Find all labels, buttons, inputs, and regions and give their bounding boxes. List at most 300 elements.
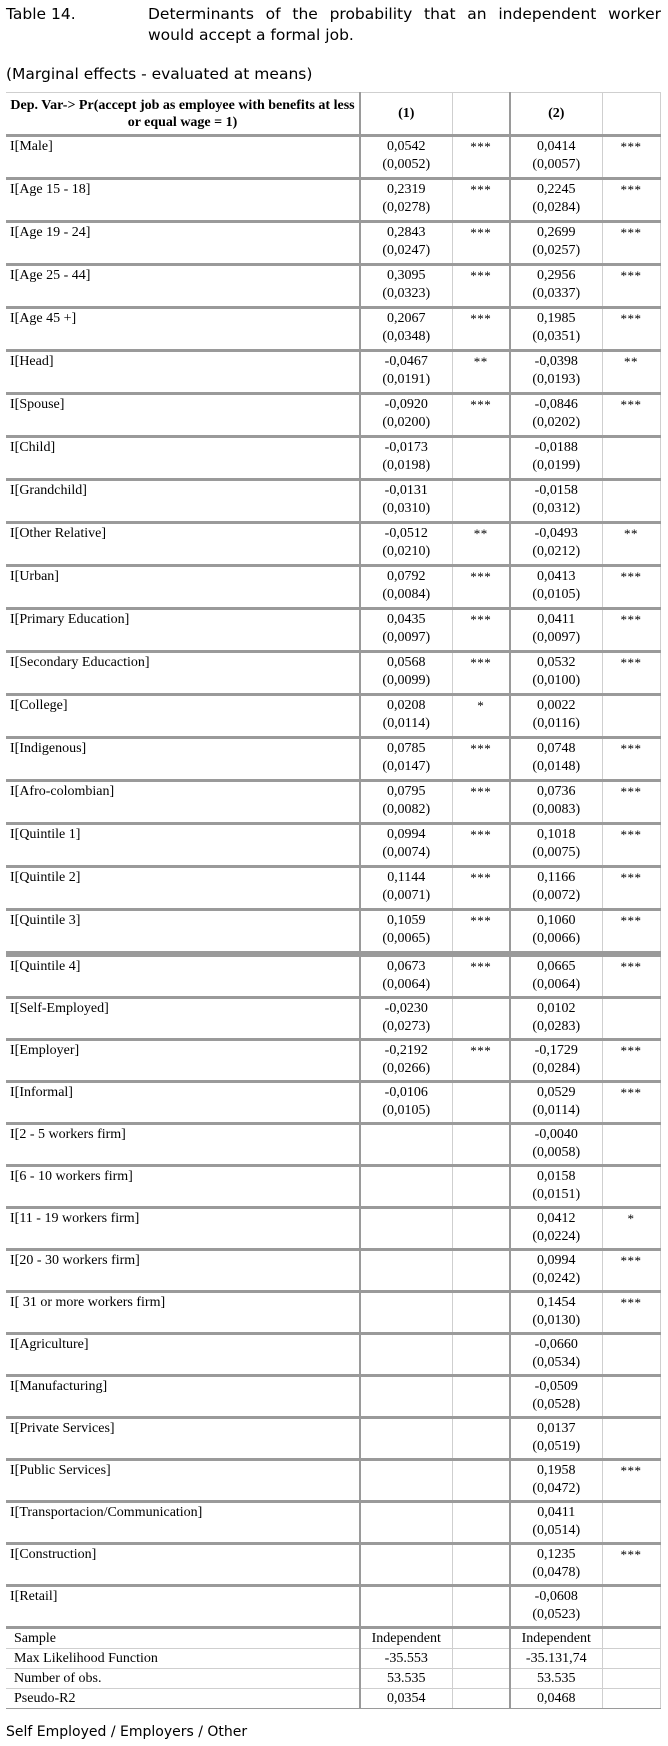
significance-2: *** bbox=[620, 268, 642, 283]
std-error-2: (0,0072) bbox=[532, 888, 581, 903]
std-error-2: (0,0519) bbox=[532, 1439, 581, 1454]
coef-2-cell bbox=[510, 308, 602, 351]
coefficient-2: 0,0532 bbox=[537, 655, 576, 670]
coefficient-2: 0,0102 bbox=[537, 1001, 576, 1016]
table-row bbox=[6, 1292, 660, 1334]
variable-cell bbox=[6, 1208, 360, 1250]
table-row bbox=[6, 351, 660, 394]
coefficient-2: 0,1235 bbox=[537, 1547, 576, 1562]
coef-1-cell bbox=[360, 954, 452, 998]
stars-2-cell bbox=[602, 1250, 660, 1292]
stars-1-cell bbox=[452, 954, 510, 998]
stars-1-cell bbox=[452, 609, 510, 652]
coef-2-cell bbox=[510, 394, 602, 437]
coefficient-2: -0,0158 bbox=[534, 483, 578, 498]
coef-2-cell bbox=[510, 1208, 602, 1250]
std-error-1: (0,0210) bbox=[382, 544, 431, 559]
significance-2: *** bbox=[620, 870, 642, 885]
std-error-1: (0,0065) bbox=[382, 931, 431, 946]
significance-2: *** bbox=[620, 139, 642, 154]
significance-1: *** bbox=[470, 959, 492, 974]
coefficient-2: -0,0846 bbox=[534, 397, 578, 412]
table-row bbox=[6, 1544, 660, 1586]
std-error-2: (0,0284) bbox=[532, 1061, 581, 1076]
std-error-1: (0,0273) bbox=[382, 1019, 431, 1034]
stars-2-cell bbox=[602, 609, 660, 652]
variable-name: I[6 - 10 workers firm] bbox=[10, 1169, 133, 1184]
stat-value-2: 53.535 bbox=[537, 1671, 576, 1686]
variable-name: I[Transportacion/Communication] bbox=[10, 1505, 203, 1520]
variable-cell bbox=[6, 1544, 360, 1586]
stars-2-cell bbox=[602, 1124, 660, 1166]
table-row bbox=[6, 1040, 660, 1082]
std-error-2: (0,0105) bbox=[532, 587, 581, 602]
stat-2-cell bbox=[510, 1628, 602, 1649]
coef-2-cell bbox=[510, 136, 602, 179]
stat-value-2: 0,0468 bbox=[537, 1691, 576, 1706]
variable-name: I[Secondary Educaction] bbox=[10, 655, 150, 670]
stars-1-cell bbox=[452, 781, 510, 824]
coef-1-cell bbox=[360, 1082, 452, 1124]
std-error-1: (0,0074) bbox=[382, 845, 431, 860]
std-error-2: (0,0534) bbox=[532, 1355, 581, 1370]
stars-2-cell bbox=[602, 1376, 660, 1418]
coef-1-cell bbox=[360, 308, 452, 351]
stars-1-cell bbox=[452, 998, 510, 1040]
stars-2-cell bbox=[602, 308, 660, 351]
variable-cell bbox=[6, 1460, 360, 1502]
std-error-1: (0,0084) bbox=[382, 587, 431, 602]
variable-cell bbox=[6, 222, 360, 265]
coefficient-1: 0,2067 bbox=[387, 311, 426, 326]
table-row bbox=[6, 1208, 660, 1250]
stars-1-cell bbox=[452, 351, 510, 394]
variable-name: I[Public Services] bbox=[10, 1463, 111, 1478]
variable-cell bbox=[6, 781, 360, 824]
std-error-1: (0,0310) bbox=[382, 501, 431, 516]
stars-2-cell bbox=[602, 1334, 660, 1376]
variable-cell bbox=[6, 1292, 360, 1334]
stat-value-1: 0,0354 bbox=[387, 1691, 426, 1706]
table-body bbox=[6, 136, 660, 1709]
std-error-2: (0,0202) bbox=[532, 415, 581, 430]
variable-name: I[Male] bbox=[10, 139, 53, 154]
variable-cell bbox=[6, 1250, 360, 1292]
coefficient-2: 0,1985 bbox=[537, 311, 576, 326]
coef-2-cell bbox=[510, 222, 602, 265]
coef-1-cell bbox=[360, 738, 452, 781]
stat-1-blank bbox=[452, 1689, 510, 1709]
std-error-2: (0,0472) bbox=[532, 1481, 581, 1496]
stars-1-cell bbox=[452, 1082, 510, 1124]
significance-2: *** bbox=[620, 741, 642, 756]
table-row bbox=[6, 566, 660, 609]
coef-1-cell bbox=[360, 867, 452, 910]
coefficient-2: 0,2245 bbox=[537, 182, 576, 197]
significance-2: *** bbox=[620, 913, 642, 928]
std-error-2: (0,0083) bbox=[532, 802, 581, 817]
stars-1-cell bbox=[452, 738, 510, 781]
variable-cell bbox=[6, 867, 360, 910]
stars-2-cell bbox=[602, 222, 660, 265]
stars-2-cell bbox=[602, 1208, 660, 1250]
variable-name: I[Spouse] bbox=[10, 397, 65, 412]
coef-2-cell bbox=[510, 609, 602, 652]
coef-2-cell bbox=[510, 265, 602, 308]
stat-1-cell bbox=[360, 1649, 452, 1669]
table-row bbox=[6, 954, 660, 998]
coefficient-2: 0,0158 bbox=[537, 1169, 576, 1184]
variable-cell bbox=[6, 1040, 360, 1082]
stat-1-blank bbox=[452, 1669, 510, 1689]
variable-cell bbox=[6, 179, 360, 222]
coefficient-1: 0,0792 bbox=[387, 569, 426, 584]
coefficient-1: 0,0435 bbox=[387, 612, 426, 627]
coefficient-2: 0,0022 bbox=[537, 698, 576, 713]
coef-2-cell bbox=[510, 910, 602, 955]
table-row bbox=[6, 867, 660, 910]
stars-1-cell bbox=[452, 910, 510, 955]
std-error-2: (0,0114) bbox=[532, 1103, 580, 1118]
table-row bbox=[6, 1586, 660, 1628]
coef-1-cell bbox=[360, 910, 452, 955]
variable-name: I[ 31 or more workers firm] bbox=[10, 1295, 166, 1310]
variable-cell bbox=[6, 910, 360, 955]
stat-value-2: Independent bbox=[521, 1631, 591, 1646]
stars-2-cell bbox=[602, 652, 660, 695]
significance-2: *** bbox=[620, 612, 642, 627]
stat-2-blank bbox=[602, 1669, 660, 1689]
stars-1-cell bbox=[452, 652, 510, 695]
std-error-2: (0,0523) bbox=[532, 1607, 581, 1622]
coefficient-1: -0,0131 bbox=[384, 483, 428, 498]
coef-1-cell bbox=[360, 1502, 452, 1544]
coef-1-cell bbox=[360, 1376, 452, 1418]
coefficient-1: 0,0795 bbox=[387, 784, 426, 799]
coef-2-cell bbox=[510, 1586, 602, 1628]
significance-2: ** bbox=[624, 526, 638, 541]
variable-cell bbox=[6, 1376, 360, 1418]
significance-1: *** bbox=[470, 612, 492, 627]
table-row bbox=[6, 222, 660, 265]
table-row bbox=[6, 695, 660, 738]
stars-1-cell bbox=[452, 1418, 510, 1460]
variable-name: I[Head] bbox=[10, 354, 54, 369]
coef-2-cell bbox=[510, 351, 602, 394]
coefficient-2: -0,0660 bbox=[534, 1337, 578, 1352]
coef-2-cell bbox=[510, 781, 602, 824]
variable-cell bbox=[6, 308, 360, 351]
coef-2-cell bbox=[510, 523, 602, 566]
table-row bbox=[6, 1124, 660, 1166]
stars-1-cell bbox=[452, 308, 510, 351]
coef-1-cell bbox=[360, 1460, 452, 1502]
std-error-2: (0,0478) bbox=[532, 1565, 581, 1580]
coefficient-2: -0,0398 bbox=[534, 354, 578, 369]
table-row bbox=[6, 998, 660, 1040]
coef-1-cell bbox=[360, 781, 452, 824]
table-row bbox=[6, 394, 660, 437]
stat-2-cell bbox=[510, 1669, 602, 1689]
stars-2-cell bbox=[602, 1166, 660, 1208]
stat-2-cell bbox=[510, 1649, 602, 1669]
coefficient-2: 0,0413 bbox=[537, 569, 576, 584]
coefficient-2: 0,0529 bbox=[537, 1085, 576, 1100]
variable-name: I[Self-Employed] bbox=[10, 1001, 109, 1016]
std-error-2: (0,0337) bbox=[532, 286, 581, 301]
significance-1: *** bbox=[470, 311, 492, 326]
significance-2: *** bbox=[620, 1253, 642, 1268]
column-2-stars-header bbox=[602, 93, 660, 136]
significance-2: *** bbox=[620, 784, 642, 799]
coefficient-1: 0,0994 bbox=[387, 827, 426, 842]
variable-name: I[Employer] bbox=[10, 1043, 80, 1058]
coef-2-cell bbox=[510, 695, 602, 738]
stars-2-cell bbox=[602, 566, 660, 609]
coef-1-cell bbox=[360, 480, 452, 523]
variable-name: I[Private Services] bbox=[10, 1421, 115, 1436]
stars-2-cell bbox=[602, 695, 660, 738]
variable-cell bbox=[6, 566, 360, 609]
variable-name: I[Agriculture] bbox=[10, 1337, 89, 1352]
coef-1-cell bbox=[360, 222, 452, 265]
variable-name: I[Informal] bbox=[10, 1085, 73, 1100]
variable-name: I[Age 15 - 18] bbox=[10, 182, 91, 197]
stars-2-cell bbox=[602, 998, 660, 1040]
coef-2-cell bbox=[510, 1292, 602, 1334]
variable-cell bbox=[6, 998, 360, 1040]
coef-2-cell bbox=[510, 1082, 602, 1124]
coefficient-2: 0,0411 bbox=[537, 1505, 576, 1520]
significance-2: *** bbox=[620, 397, 642, 412]
table-subtitle: (Marginal effects - evaluated at means) bbox=[6, 65, 313, 83]
variable-name: I[Indigenous] bbox=[10, 741, 87, 756]
variable-cell bbox=[6, 1586, 360, 1628]
significance-1: *** bbox=[470, 182, 492, 197]
coefficient-1: -0,0173 bbox=[384, 440, 428, 455]
coefficient-2: 0,1018 bbox=[537, 827, 576, 842]
stars-1-cell bbox=[452, 1250, 510, 1292]
stat-2-blank bbox=[602, 1689, 660, 1709]
std-error-2: (0,0351) bbox=[532, 329, 581, 344]
table-row bbox=[6, 910, 660, 955]
coefficient-2: 0,1958 bbox=[537, 1463, 576, 1478]
stars-2-cell bbox=[602, 179, 660, 222]
variable-name: I[Quintile 1] bbox=[10, 827, 81, 842]
stars-1-cell bbox=[452, 523, 510, 566]
table-row bbox=[6, 1460, 660, 1502]
std-error-2: (0,0514) bbox=[532, 1523, 581, 1538]
table-row bbox=[6, 738, 660, 781]
stars-2-cell bbox=[602, 1292, 660, 1334]
variable-name: I[2 - 5 workers firm] bbox=[10, 1127, 126, 1142]
std-error-1: (0,0191) bbox=[382, 372, 431, 387]
variable-cell bbox=[6, 824, 360, 867]
significance-1: ** bbox=[473, 354, 488, 369]
std-error-2: (0,0151) bbox=[532, 1187, 581, 1202]
coef-2-cell bbox=[510, 867, 602, 910]
std-error-2: (0,0075) bbox=[532, 845, 581, 860]
std-error-1: (0,0198) bbox=[382, 458, 431, 473]
table-row bbox=[6, 609, 660, 652]
stars-2-cell bbox=[602, 781, 660, 824]
variable-name: I[Afro-colombian] bbox=[10, 784, 115, 799]
variable-name: I[College] bbox=[10, 698, 68, 713]
stat-value-1: -35.553 bbox=[384, 1651, 428, 1666]
stat-2-blank bbox=[602, 1649, 660, 1669]
variable-name: I[Age 25 - 44] bbox=[10, 268, 91, 283]
coef-1-cell bbox=[360, 609, 452, 652]
stars-1-cell bbox=[452, 394, 510, 437]
variable-cell bbox=[6, 695, 360, 738]
std-error-2: (0,0066) bbox=[532, 931, 581, 946]
coef-1-cell bbox=[360, 998, 452, 1040]
stars-1-cell bbox=[452, 179, 510, 222]
significance-1: *** bbox=[470, 268, 492, 283]
variable-cell bbox=[6, 652, 360, 695]
variable-cell bbox=[6, 1334, 360, 1376]
coef-2-cell bbox=[510, 1376, 602, 1418]
coef-2-cell bbox=[510, 179, 602, 222]
stat-label: Number of obs. bbox=[14, 1671, 102, 1686]
stars-2-cell bbox=[602, 480, 660, 523]
coefficient-2: 0,0736 bbox=[537, 784, 576, 799]
coef-2-cell bbox=[510, 824, 602, 867]
coefficient-1: 0,0673 bbox=[387, 959, 426, 974]
stars-2-cell bbox=[602, 910, 660, 955]
std-error-1: (0,0071) bbox=[382, 888, 431, 903]
coefficient-2: -0,0040 bbox=[534, 1127, 578, 1142]
coef-2-cell bbox=[510, 738, 602, 781]
stat-value-1: Independent bbox=[371, 1631, 441, 1646]
std-error-2: (0,0130) bbox=[532, 1313, 581, 1328]
stat-value-1: 53.535 bbox=[387, 1671, 426, 1686]
std-error-1: (0,0105) bbox=[382, 1103, 431, 1118]
stat-1-cell bbox=[360, 1689, 452, 1709]
variable-cell bbox=[6, 437, 360, 480]
stars-2-cell bbox=[602, 954, 660, 998]
coefficient-2: -0,0509 bbox=[534, 1379, 578, 1394]
std-error-1: (0,0064) bbox=[382, 977, 431, 992]
coef-2-cell bbox=[510, 480, 602, 523]
coef-2-cell bbox=[510, 1166, 602, 1208]
std-error-1: (0,0099) bbox=[382, 673, 431, 688]
variable-cell bbox=[6, 265, 360, 308]
coef-1-cell bbox=[360, 265, 452, 308]
stars-1-cell bbox=[452, 1502, 510, 1544]
std-error-2: (0,0528) bbox=[532, 1397, 581, 1412]
stat-label: Max Likelihood Function bbox=[14, 1651, 158, 1666]
coefficient-1: 0,0785 bbox=[387, 741, 426, 756]
significance-2: *** bbox=[620, 959, 642, 974]
stars-2-cell bbox=[602, 1460, 660, 1502]
significance-1: *** bbox=[470, 741, 492, 756]
dependent-variable-header: Dep. Var-> Pr(accept job as employee with benefits at less or equal wage = 1) bbox=[6, 93, 360, 136]
significance-2: *** bbox=[620, 655, 642, 670]
coef-1-cell bbox=[360, 437, 452, 480]
table-row bbox=[6, 652, 660, 695]
significance-2: *** bbox=[620, 1547, 642, 1562]
coefficient-2: 0,1166 bbox=[537, 870, 576, 885]
variable-cell bbox=[6, 1124, 360, 1166]
table-row bbox=[6, 1166, 660, 1208]
std-error-2: (0,0116) bbox=[532, 716, 580, 731]
coef-1-cell bbox=[360, 523, 452, 566]
stars-2-cell bbox=[602, 738, 660, 781]
table-row bbox=[6, 824, 660, 867]
coef-1-cell bbox=[360, 394, 452, 437]
variable-name: I[Quintile 2] bbox=[10, 870, 81, 885]
stars-1-cell bbox=[452, 1586, 510, 1628]
stat-1-cell bbox=[360, 1628, 452, 1649]
stat-label: Sample bbox=[14, 1631, 56, 1646]
coef-1-cell bbox=[360, 1208, 452, 1250]
variable-cell bbox=[6, 1166, 360, 1208]
coef-2-cell bbox=[510, 1040, 602, 1082]
std-error-1: (0,0200) bbox=[382, 415, 431, 430]
variable-name: I[Retail] bbox=[10, 1589, 58, 1604]
coefficient-2: -0,1729 bbox=[534, 1043, 578, 1058]
significance-1: *** bbox=[470, 913, 492, 928]
stats-row bbox=[6, 1628, 660, 1649]
stars-1-cell bbox=[452, 1544, 510, 1586]
stars-2-cell bbox=[602, 867, 660, 910]
table-row bbox=[6, 136, 660, 179]
variable-name: I[Manufacturing] bbox=[10, 1379, 108, 1394]
variable-name: I[Grandchild] bbox=[10, 483, 87, 498]
coefficient-2: 0,1454 bbox=[537, 1295, 576, 1310]
table-title: Determinants of the probability that an independent worker would accept a formal job. bbox=[148, 5, 661, 44]
variable-cell bbox=[6, 609, 360, 652]
stats-row bbox=[6, 1689, 660, 1709]
significance-2: *** bbox=[620, 827, 642, 842]
stars-1-cell bbox=[452, 1040, 510, 1082]
column-1-header: (1) bbox=[360, 93, 452, 136]
column-1-stars-header bbox=[452, 93, 510, 136]
stat-1-blank bbox=[452, 1628, 510, 1649]
stars-1-cell bbox=[452, 136, 510, 179]
stars-1-cell bbox=[452, 695, 510, 738]
significance-1: *** bbox=[470, 827, 492, 842]
coef-2-cell bbox=[510, 652, 602, 695]
stars-1-cell bbox=[452, 1292, 510, 1334]
coefficient-1: -0,0467 bbox=[384, 354, 428, 369]
stars-2-cell bbox=[602, 1544, 660, 1586]
significance-2: *** bbox=[620, 1295, 642, 1310]
stat-label-cell bbox=[6, 1649, 360, 1669]
std-error-1: (0,0278) bbox=[382, 200, 431, 215]
std-error-1: (0,0052) bbox=[382, 157, 431, 172]
variable-cell bbox=[6, 480, 360, 523]
column-2-header: (2) bbox=[510, 93, 602, 136]
coef-2-cell bbox=[510, 1124, 602, 1166]
std-error-1: (0,0114) bbox=[382, 716, 430, 731]
std-error-2: (0,0312) bbox=[532, 501, 581, 516]
std-error-1: (0,0147) bbox=[382, 759, 431, 774]
coefficient-1: 0,2843 bbox=[387, 225, 426, 240]
coefficient-1: 0,3095 bbox=[387, 268, 426, 283]
variable-name: I[Child] bbox=[10, 440, 56, 455]
std-error-2: (0,0257) bbox=[532, 243, 581, 258]
significance-1: ** bbox=[473, 526, 488, 541]
coefficient-1: 0,0542 bbox=[387, 139, 426, 154]
variable-cell bbox=[6, 1418, 360, 1460]
stars-2-cell bbox=[602, 824, 660, 867]
significance-2: ** bbox=[624, 354, 638, 369]
stars-1-cell bbox=[452, 437, 510, 480]
variable-cell bbox=[6, 738, 360, 781]
coef-1-cell bbox=[360, 652, 452, 695]
